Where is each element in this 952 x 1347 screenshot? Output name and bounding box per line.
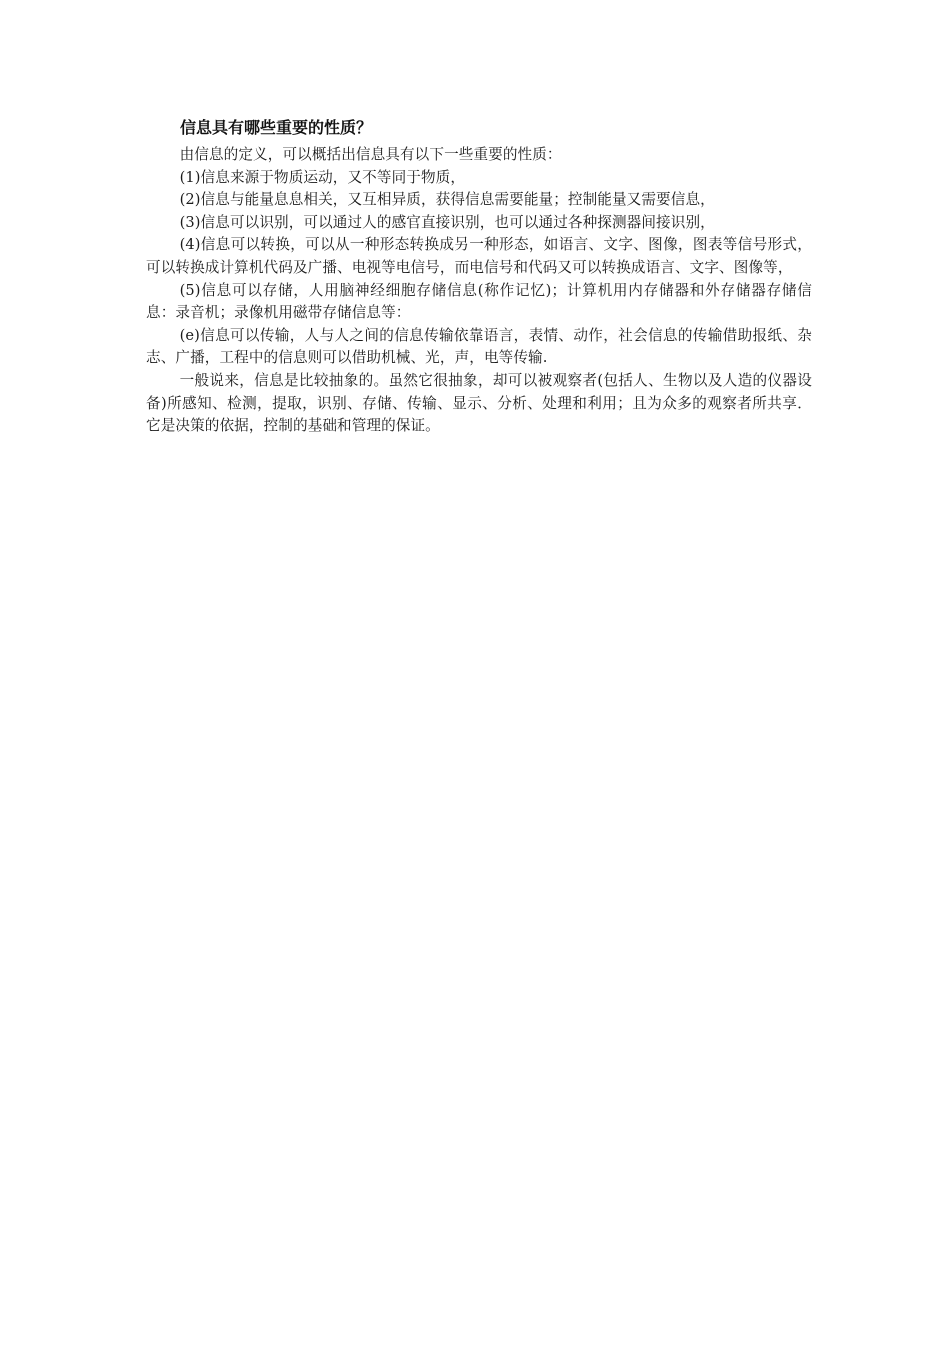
paragraph-property-3: (3)信息可以识别，可以通过人的感官直接识别，也可以通过各种探测器间接识别， bbox=[179, 213, 715, 231]
paragraph-intro: 由信息的定义，可以概括出信息具有以下一些重要的性质： bbox=[179, 146, 562, 163]
paragraph-property-4: (4)信息可以转换，可以从一种形态转换成另一种形态，如语言、文字、图像，图表等信号形式，可以转换成计算机代码及广播、电视等电信号，而电信号和代码又可以转换成语言、文字、图像等， bbox=[146, 236, 812, 276]
paragraph-property-5: (5)信息可以存储，人用脑神经细胞存储信息(称作记忆)；计算机用内存储器和外存储器存储信息：录音机；录像机用磁带存储信息等： bbox=[146, 281, 812, 322]
paragraph-summary: 一般说来，信息是比较抽象的。虽然它很抽象，却可以被观察者(包括人、生物以及人造的仪器设备)所感知、检测，提取，识别、存储、传输、显示、分析、处理和利用；且为众多的观察者所共享．它是决策的依据，控制的基础和管理的保证。 bbox=[146, 371, 812, 435]
paragraph-property-2: (2)信息与能量息息相关，又互相异质，获得信息需要能量；控制能量又需要信息， bbox=[179, 191, 715, 209]
document-title: 信息具有哪些重要的性质？ bbox=[180, 118, 373, 137]
paragraph-property-6: (e)信息可以传输，人与人之间的信息传输依靠语言，表情、动作，社会信息的传输借助报纸、杂志、广播，工程中的信息则可以借助机械、光，声，电等传输. bbox=[146, 326, 812, 367]
paragraph-property-1: (1)信息来源于物质运动，又不等同于物质， bbox=[179, 168, 466, 186]
document-body bbox=[146, 116, 812, 438]
